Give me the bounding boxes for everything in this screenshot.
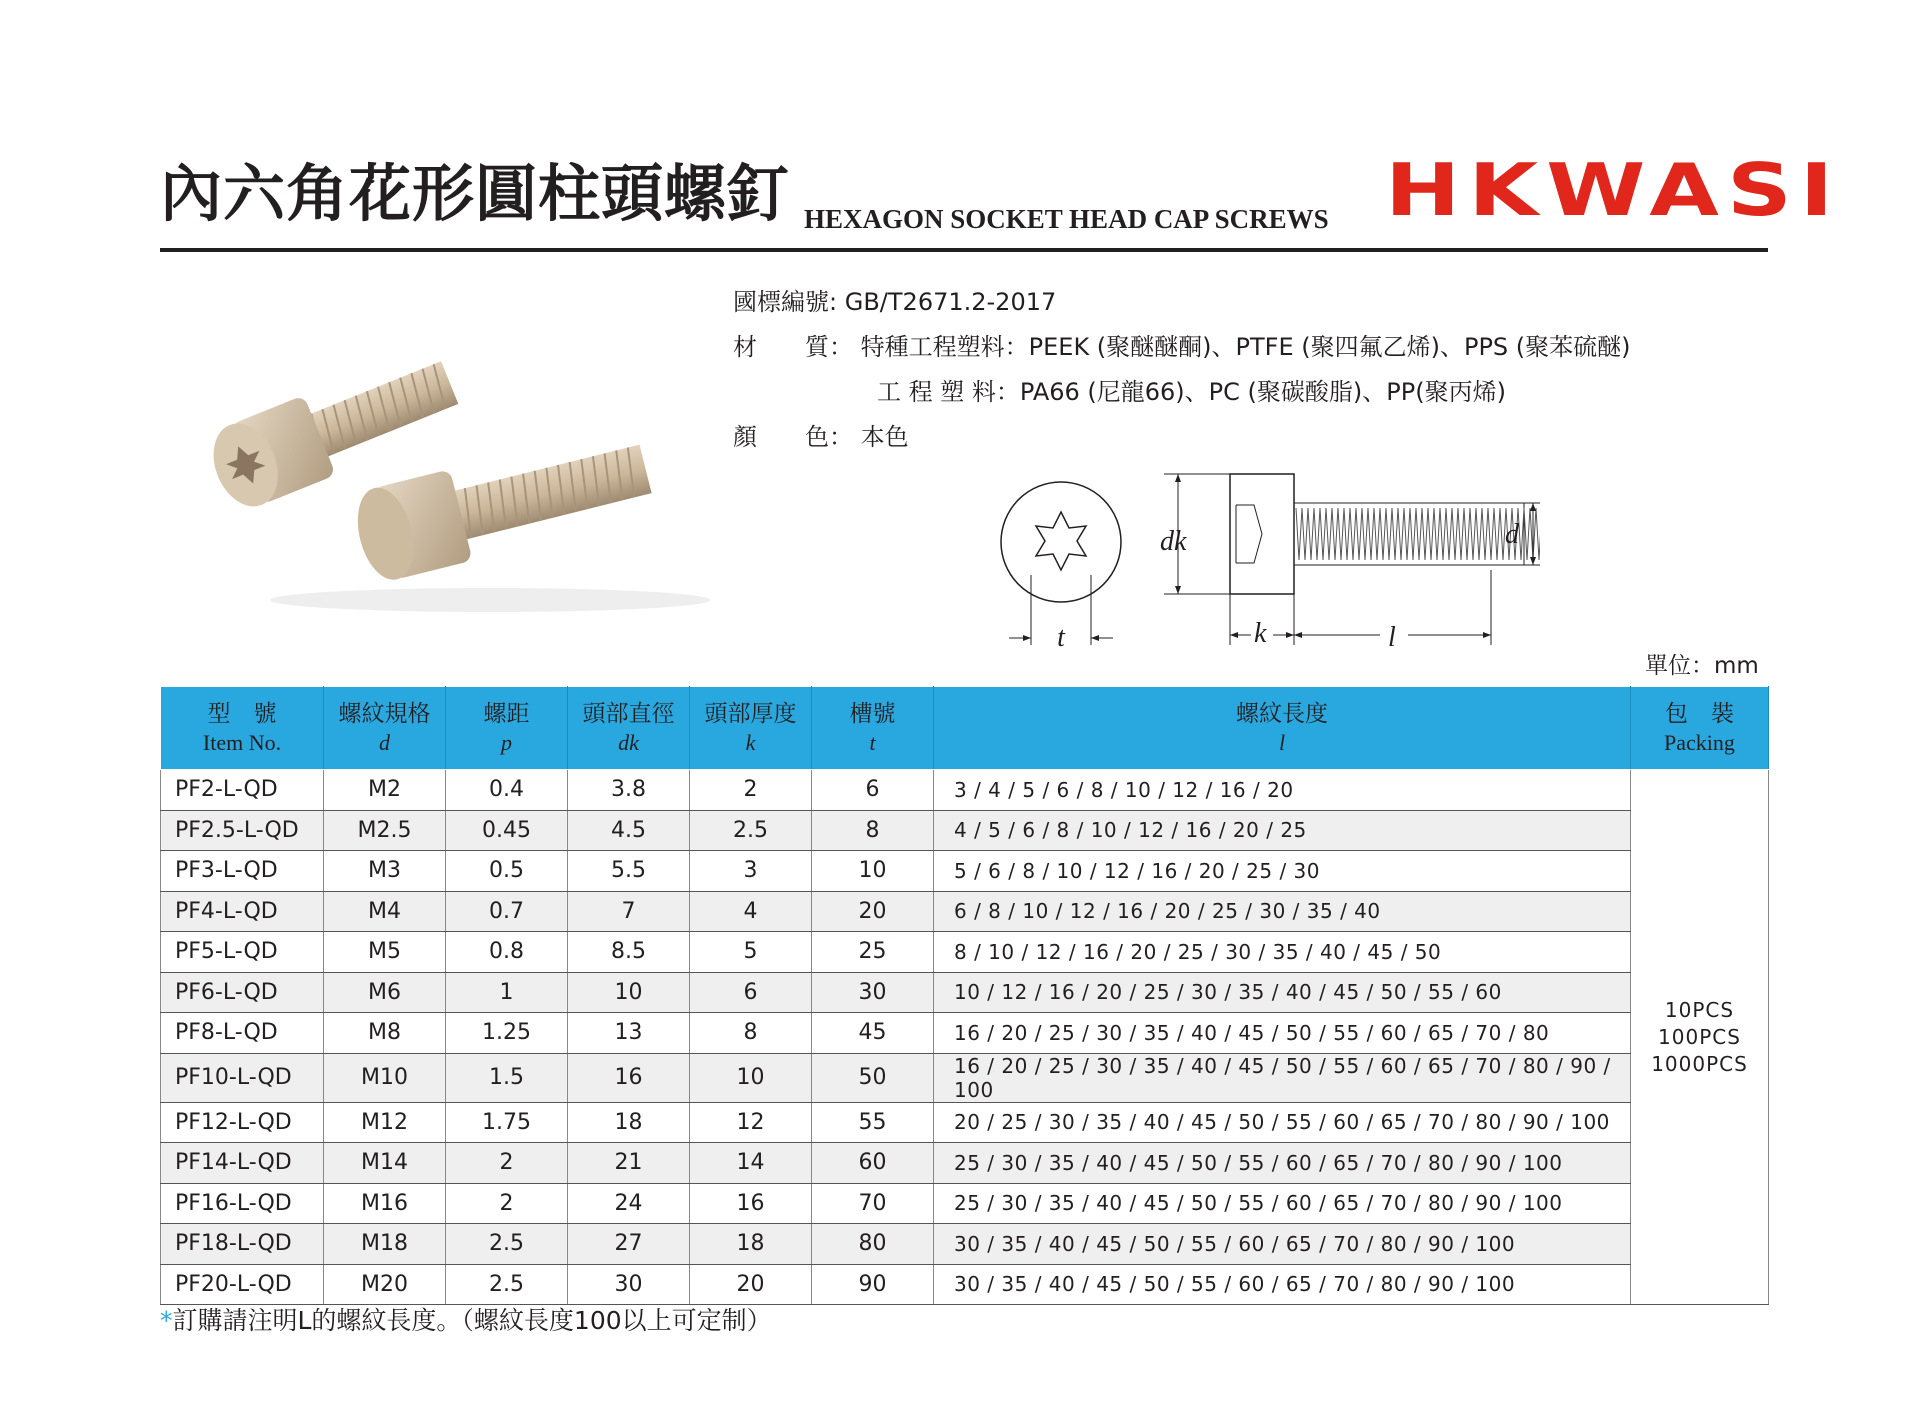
- cell-lengths: 10 / 12 / 16 / 20 / 25 / 30 / 35 / 40 / 45 / 50 / 55 / 60: [934, 972, 1631, 1013]
- cell-pitch: 0.5: [446, 851, 568, 892]
- cell-thread: M12: [324, 1102, 446, 1143]
- cell-thread: M16: [324, 1183, 446, 1224]
- cell-head-thickness: 20: [690, 1264, 812, 1305]
- cell-lengths: 16 / 20 / 25 / 30 / 35 / 40 / 45 / 50 / 55 / 60 / 65 / 70 / 80: [934, 1013, 1631, 1054]
- cell-lengths: 25 / 30 / 35 / 40 / 45 / 50 / 55 / 60 / 65 / 70 / 80 / 90 / 100: [934, 1183, 1631, 1224]
- table-row: [161, 1224, 1769, 1265]
- cell-head-diameter: 3.8: [568, 770, 690, 811]
- table-row: [161, 1183, 1769, 1224]
- cell-lengths: 30 / 35 / 40 / 45 / 50 / 55 / 60 / 65 / 70 / 80 / 90 / 100: [934, 1224, 1631, 1265]
- cell-item: PF14-L-QD: [161, 1143, 324, 1184]
- cell-packing: [1631, 770, 1769, 1305]
- header-head-thickness: 頭部厚度 k: [690, 687, 812, 770]
- cell-pitch: 1: [446, 972, 568, 1013]
- cell-pitch: 1.5: [446, 1053, 568, 1102]
- cell-thread: M6: [324, 972, 446, 1013]
- cell-item: PF3-L-QD: [161, 851, 324, 892]
- cell-head-diameter: 5.5: [568, 851, 690, 892]
- cell-item: PF12-L-QD: [161, 1102, 324, 1143]
- cell-item: PF2.5-L-QD: [161, 810, 324, 851]
- material-line-1: 特種工程塑料：PEEK (聚醚醚酮)、PTFE (聚四氟乙烯)、PPS (聚苯硫醚): [860, 333, 1631, 361]
- color-value: 本色: [860, 423, 909, 451]
- cell-thread: M3: [324, 851, 446, 892]
- cell-slot: 30: [812, 972, 934, 1013]
- cell-thread: M8: [324, 1013, 446, 1054]
- cell-thread: M20: [324, 1264, 446, 1305]
- cell-head-thickness: 16: [690, 1183, 812, 1224]
- packing-option: 10PCS: [1664, 997, 1735, 1022]
- cell-lengths: 4 / 5 / 6 / 8 / 10 / 12 / 16 / 20 / 25: [934, 810, 1631, 851]
- cell-lengths: 8 / 10 / 12 / 16 / 20 / 25 / 30 / 35 / 40 / 45 / 50: [934, 932, 1631, 973]
- brand-logo: HKWASI: [1385, 148, 1842, 233]
- cell-head-diameter: 8.5: [568, 932, 690, 973]
- cell-slot: 25: [812, 932, 934, 973]
- cell-item: PF4-L-QD: [161, 891, 324, 932]
- dim-label-dk: dk: [1160, 526, 1187, 557]
- header-packing: 包 裝 Packing: [1631, 687, 1769, 770]
- cell-head-diameter: 24: [568, 1183, 690, 1224]
- cell-head-diameter: 18: [568, 1102, 690, 1143]
- table-row: [161, 1264, 1769, 1305]
- material-label: 材 質：: [733, 333, 853, 361]
- cell-pitch: 2.5: [446, 1224, 568, 1265]
- cell-head-diameter: 16: [568, 1053, 690, 1102]
- table-row: [161, 972, 1769, 1013]
- cell-slot: 45: [812, 1013, 934, 1054]
- cell-item: PF16-L-QD: [161, 1183, 324, 1224]
- cell-pitch: 0.4: [446, 770, 568, 811]
- header-slot: 槽號 t: [812, 687, 934, 770]
- cell-lengths: 16 / 20 / 25 / 30 / 35 / 40 / 45 / 50 / 55 / 60 / 65 / 70 / 80 / 90 / 100: [934, 1053, 1631, 1102]
- cell-thread: M2.5: [324, 810, 446, 851]
- cell-slot: 8: [812, 810, 934, 851]
- cell-pitch: 0.7: [446, 891, 568, 932]
- cell-head-thickness: 3: [690, 851, 812, 892]
- cell-head-diameter: 7: [568, 891, 690, 932]
- standard-value: GB/T2671.2-2017: [844, 288, 1057, 316]
- cell-head-thickness: 4: [690, 891, 812, 932]
- packing-option: 100PCS: [1658, 1024, 1741, 1049]
- header-pitch: 螺距 p: [446, 687, 568, 770]
- cell-item: PF8-L-QD: [161, 1013, 324, 1054]
- dim-label-d: d: [1505, 519, 1519, 550]
- cell-lengths: 20 / 25 / 30 / 35 / 40 / 45 / 50 / 55 / 60 / 65 / 70 / 80 / 90 / 100: [934, 1102, 1631, 1143]
- packing-option: 1000PCS: [1651, 1051, 1748, 1076]
- cell-pitch: 0.45: [446, 810, 568, 851]
- cell-pitch: 0.8: [446, 932, 568, 973]
- cell-head-thickness: 2.5: [690, 810, 812, 851]
- header-head-diameter: 頭部直徑 dk: [568, 687, 690, 770]
- dim-label-t: t: [1057, 622, 1065, 650]
- cell-slot: 6: [812, 770, 934, 811]
- note-text: 訂購請注明L的螺紋長度。（螺紋長度100以上可定制）: [172, 1306, 772, 1335]
- page-subtitle: HEXAGON SOCKET HEAD CAP SCREWS: [804, 204, 1329, 234]
- cell-head-thickness: 5: [690, 932, 812, 973]
- product-photo: [190, 300, 710, 620]
- cell-slot: 80: [812, 1224, 934, 1265]
- cell-head-diameter: 21: [568, 1143, 690, 1184]
- cell-thread: M5: [324, 932, 446, 973]
- cell-head-diameter: 13: [568, 1013, 690, 1054]
- standard-label: 國標編號:: [733, 288, 838, 316]
- cell-head-diameter: 4.5: [568, 810, 690, 851]
- dim-label-l: l: [1388, 622, 1396, 650]
- cell-item: PF20-L-QD: [161, 1264, 324, 1305]
- cell-item: PF6-L-QD: [161, 972, 324, 1013]
- cell-slot: 60: [812, 1143, 934, 1184]
- cell-slot: 70: [812, 1183, 934, 1224]
- table-row: [161, 770, 1769, 811]
- cell-item: PF5-L-QD: [161, 932, 324, 973]
- table-row: [161, 1053, 1769, 1102]
- cell-thread: M4: [324, 891, 446, 932]
- table-row: [161, 932, 1769, 973]
- material-line-2: 工 程 塑 料：PA66 (尼龍66)、PC (聚碳酸脂)、PP(聚丙烯): [877, 378, 1506, 406]
- cell-pitch: 1.25: [446, 1013, 568, 1054]
- header-thread: 螺紋規格 d: [324, 687, 446, 770]
- note-star: *: [160, 1306, 173, 1335]
- header-length: 螺紋長度 l: [934, 687, 1631, 770]
- unit-label: 單位：mm: [1645, 653, 1759, 679]
- cell-slot: 20: [812, 891, 934, 932]
- cell-lengths: 6 / 8 / 10 / 12 / 16 / 20 / 25 / 30 / 35 / 40: [934, 891, 1631, 932]
- cell-item: PF10-L-QD: [161, 1053, 324, 1102]
- cell-lengths: 3 / 4 / 5 / 6 / 8 / 10 / 12 / 16 / 20: [934, 770, 1631, 811]
- cell-head-thickness: 8: [690, 1013, 812, 1054]
- cell-slot: 90: [812, 1264, 934, 1305]
- cell-lengths: 30 / 35 / 40 / 45 / 50 / 55 / 60 / 65 / 70 / 80 / 90 / 100: [934, 1264, 1631, 1305]
- cell-head-thickness: 12: [690, 1102, 812, 1143]
- table-row: [161, 810, 1769, 851]
- cell-item: PF2-L-QD: [161, 770, 324, 811]
- cell-head-diameter: 30: [568, 1264, 690, 1305]
- cell-slot: 50: [812, 1053, 934, 1102]
- cell-head-thickness: 6: [690, 972, 812, 1013]
- cell-slot: 55: [812, 1102, 934, 1143]
- table-row: [161, 1102, 1769, 1143]
- cell-slot: 10: [812, 851, 934, 892]
- table-row: [161, 1143, 1769, 1184]
- cell-head-thickness: 10: [690, 1053, 812, 1102]
- table-row: [161, 851, 1769, 892]
- color-label: 顏 色：: [733, 423, 853, 451]
- cell-thread: M10: [324, 1053, 446, 1102]
- cell-head-diameter: 27: [568, 1224, 690, 1265]
- material-spec: [733, 335, 1631, 359]
- cell-pitch: 1.75: [446, 1102, 568, 1143]
- cell-thread: M14: [324, 1143, 446, 1184]
- header-divider: [160, 248, 1768, 252]
- screw-side-diagram: [1150, 470, 1540, 650]
- color-spec: [733, 425, 909, 449]
- cell-lengths: 5 / 6 / 8 / 10 / 12 / 16 / 20 / 25 / 30: [934, 851, 1631, 892]
- standard-spec: [733, 290, 1056, 314]
- cell-pitch: 2: [446, 1143, 568, 1184]
- cell-thread: M18: [324, 1224, 446, 1265]
- cell-head-thickness: 2: [690, 770, 812, 811]
- table-row: [161, 891, 1769, 932]
- cell-pitch: 2.5: [446, 1264, 568, 1305]
- cell-head-thickness: 18: [690, 1224, 812, 1265]
- table-header-row: [161, 687, 1769, 770]
- cell-lengths: 25 / 30 / 35 / 40 / 45 / 50 / 55 / 60 / 65 / 70 / 80 / 90 / 100: [934, 1143, 1631, 1184]
- header-item: 型 號 Item No.: [161, 687, 324, 770]
- cell-thread: M2: [324, 770, 446, 811]
- cell-item: PF18-L-QD: [161, 1224, 324, 1265]
- cell-pitch: 2: [446, 1183, 568, 1224]
- cell-head-diameter: 10: [568, 972, 690, 1013]
- page-title: 內六角花形圓柱頭螺釘: [160, 157, 791, 230]
- order-note: [160, 1308, 772, 1333]
- dim-label-k: k: [1254, 618, 1267, 649]
- table-row: [161, 1013, 1769, 1054]
- screw-head-diagram: [985, 470, 1125, 650]
- cell-head-thickness: 14: [690, 1143, 812, 1184]
- spec-table: [160, 686, 1769, 1305]
